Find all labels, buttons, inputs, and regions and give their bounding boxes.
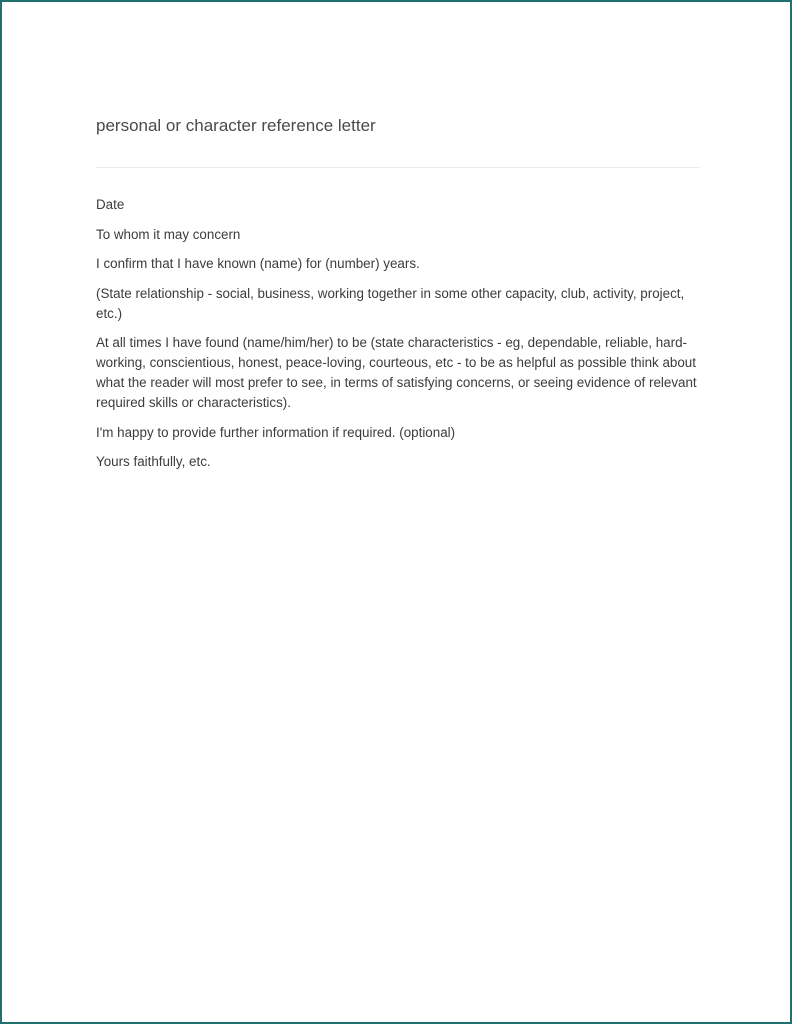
relationship-paragraph: (State relationship - social, business, working together in some other capacity, club, activity, project, etc.): [96, 285, 685, 321]
letter-body: [96, 195, 701, 482]
page-title: personal or character reference letter: [96, 116, 376, 135]
salutation: To whom it may concern: [96, 226, 241, 242]
characteristics-paragraph: At all times I have found (name/him/her) to be (state characteristics - eg, dependable, reliable, hard-working, conscientious, honest, peace-loving, courteous, etc - to be as helpful as possible think about what the reader will most prefer to see, in terms of satisfying concerns, or seeing evidence of relevant required skills or characteristics).: [96, 335, 697, 410]
sign-off: Yours faithfully, etc.: [96, 454, 211, 469]
further-info-paragraph: I'm happy to provide further information if required. (optional): [96, 424, 456, 440]
date-line: Date: [96, 197, 125, 212]
title-divider: [96, 167, 700, 168]
known-duration-paragraph: I confirm that I have known (name) for (number) years.: [96, 256, 420, 271]
